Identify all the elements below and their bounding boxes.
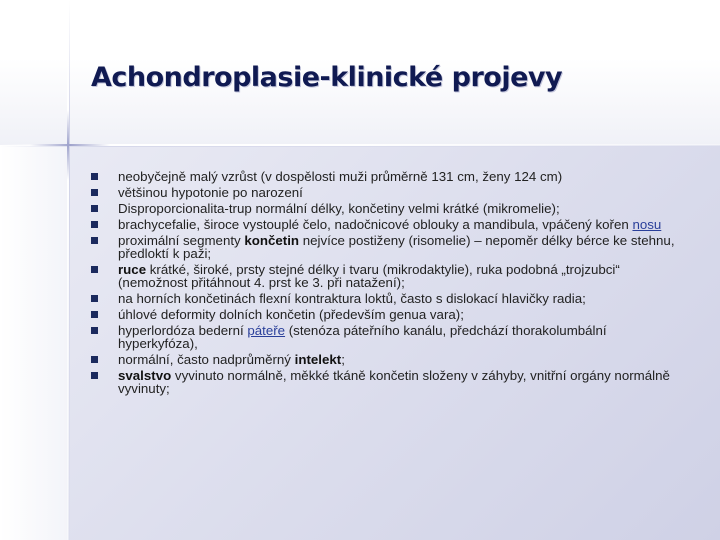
- bullet-item: [91, 234, 681, 260]
- bullet-text: hyperlordóza bederní: [118, 323, 248, 338]
- bullet-item: [91, 263, 681, 289]
- square-bullet-icon: [91, 327, 98, 334]
- bullet-text-suffix: krátké, široké, prsty stejné délky i tvaru (mikrodaktylie), ruka podobná „trojzubci“ (nemožnost přitáhnout 4. prst ke 3. při natažení);: [118, 262, 620, 290]
- bullet-text: brachycefalie, široce vystouplé čelo, nadočnicové oblouky a mandibula, vpáčený kořen: [118, 217, 633, 232]
- bullet-text: většinou hypotonie po narození: [118, 185, 303, 200]
- slide-title: Achondroplasie-klinické projevy: [91, 62, 563, 93]
- bullet-text-suffix: nejvíce postiženy (risomelie) – nepoměr délky bérce ke stehnu, předloktí k paži;: [118, 233, 675, 261]
- square-bullet-icon: [91, 189, 98, 196]
- keyword-bold: končetin: [244, 233, 300, 248]
- square-bullet-icon: [91, 237, 98, 244]
- crosshair-sparkle-horizontal: [30, 144, 110, 146]
- square-bullet-icon: [91, 372, 98, 379]
- square-bullet-icon: [91, 266, 98, 273]
- keyword-bold: svalstvo: [118, 368, 172, 383]
- bullet-text-suffix: (stenóza páteřního kanálu, předchází thorakolumbální hyperkyfóza),: [118, 323, 607, 351]
- keyword-bold: ruce: [118, 262, 147, 277]
- bullet-item: [91, 292, 681, 305]
- nose-link[interactable]: nosu: [632, 217, 662, 232]
- decorative-vertical-line-shadow: [69, 0, 70, 540]
- bullet-item: [91, 186, 681, 199]
- bullet-item: [91, 218, 681, 231]
- bullet-item: [91, 369, 681, 395]
- bullet-text: Disproporcionalita-trup normální délky, končetiny velmi krátké (mikromelie);: [118, 201, 560, 216]
- spine-link[interactable]: páteře: [247, 323, 286, 338]
- keyword-bold: intelekt: [294, 352, 342, 367]
- crosshair-sparkle-vertical: [67, 110, 69, 180]
- bullet-item: [91, 308, 681, 321]
- square-bullet-icon: [91, 173, 98, 180]
- decorative-horizontal-line-shadow: [0, 146, 720, 147]
- bullet-item: [91, 324, 681, 350]
- square-bullet-icon: [91, 221, 98, 228]
- bullet-text: úhlové deformity dolních končetin (především genua vara);: [118, 307, 464, 322]
- bullet-item: [91, 170, 681, 183]
- square-bullet-icon: [91, 295, 98, 302]
- square-bullet-icon: [91, 205, 98, 212]
- bullet-text-suffix: ;: [341, 352, 345, 367]
- bullet-item: [91, 202, 681, 215]
- left-margin-background: [0, 145, 68, 540]
- bullet-text: normální, často nadprůměrný: [118, 352, 295, 367]
- square-bullet-icon: [91, 356, 98, 363]
- bullet-text: neobyčejně malý vzrůst (v dospělosti muži průměrně 131 cm, ženy 124 cm): [118, 169, 563, 184]
- bullet-item: [91, 353, 681, 366]
- bullet-text-suffix: vyvinuto normálně, měkké tkáně končetin složeny v záhyby, vnitřní orgány normálně vyvinuty;: [118, 368, 670, 396]
- square-bullet-icon: [91, 311, 98, 318]
- bullet-text: na horních končetinách flexní kontraktura loktů, často s dislokací hlavičky radia;: [118, 291, 586, 306]
- bullet-text: proximální segmenty: [118, 233, 245, 248]
- bullet-list: [91, 170, 681, 398]
